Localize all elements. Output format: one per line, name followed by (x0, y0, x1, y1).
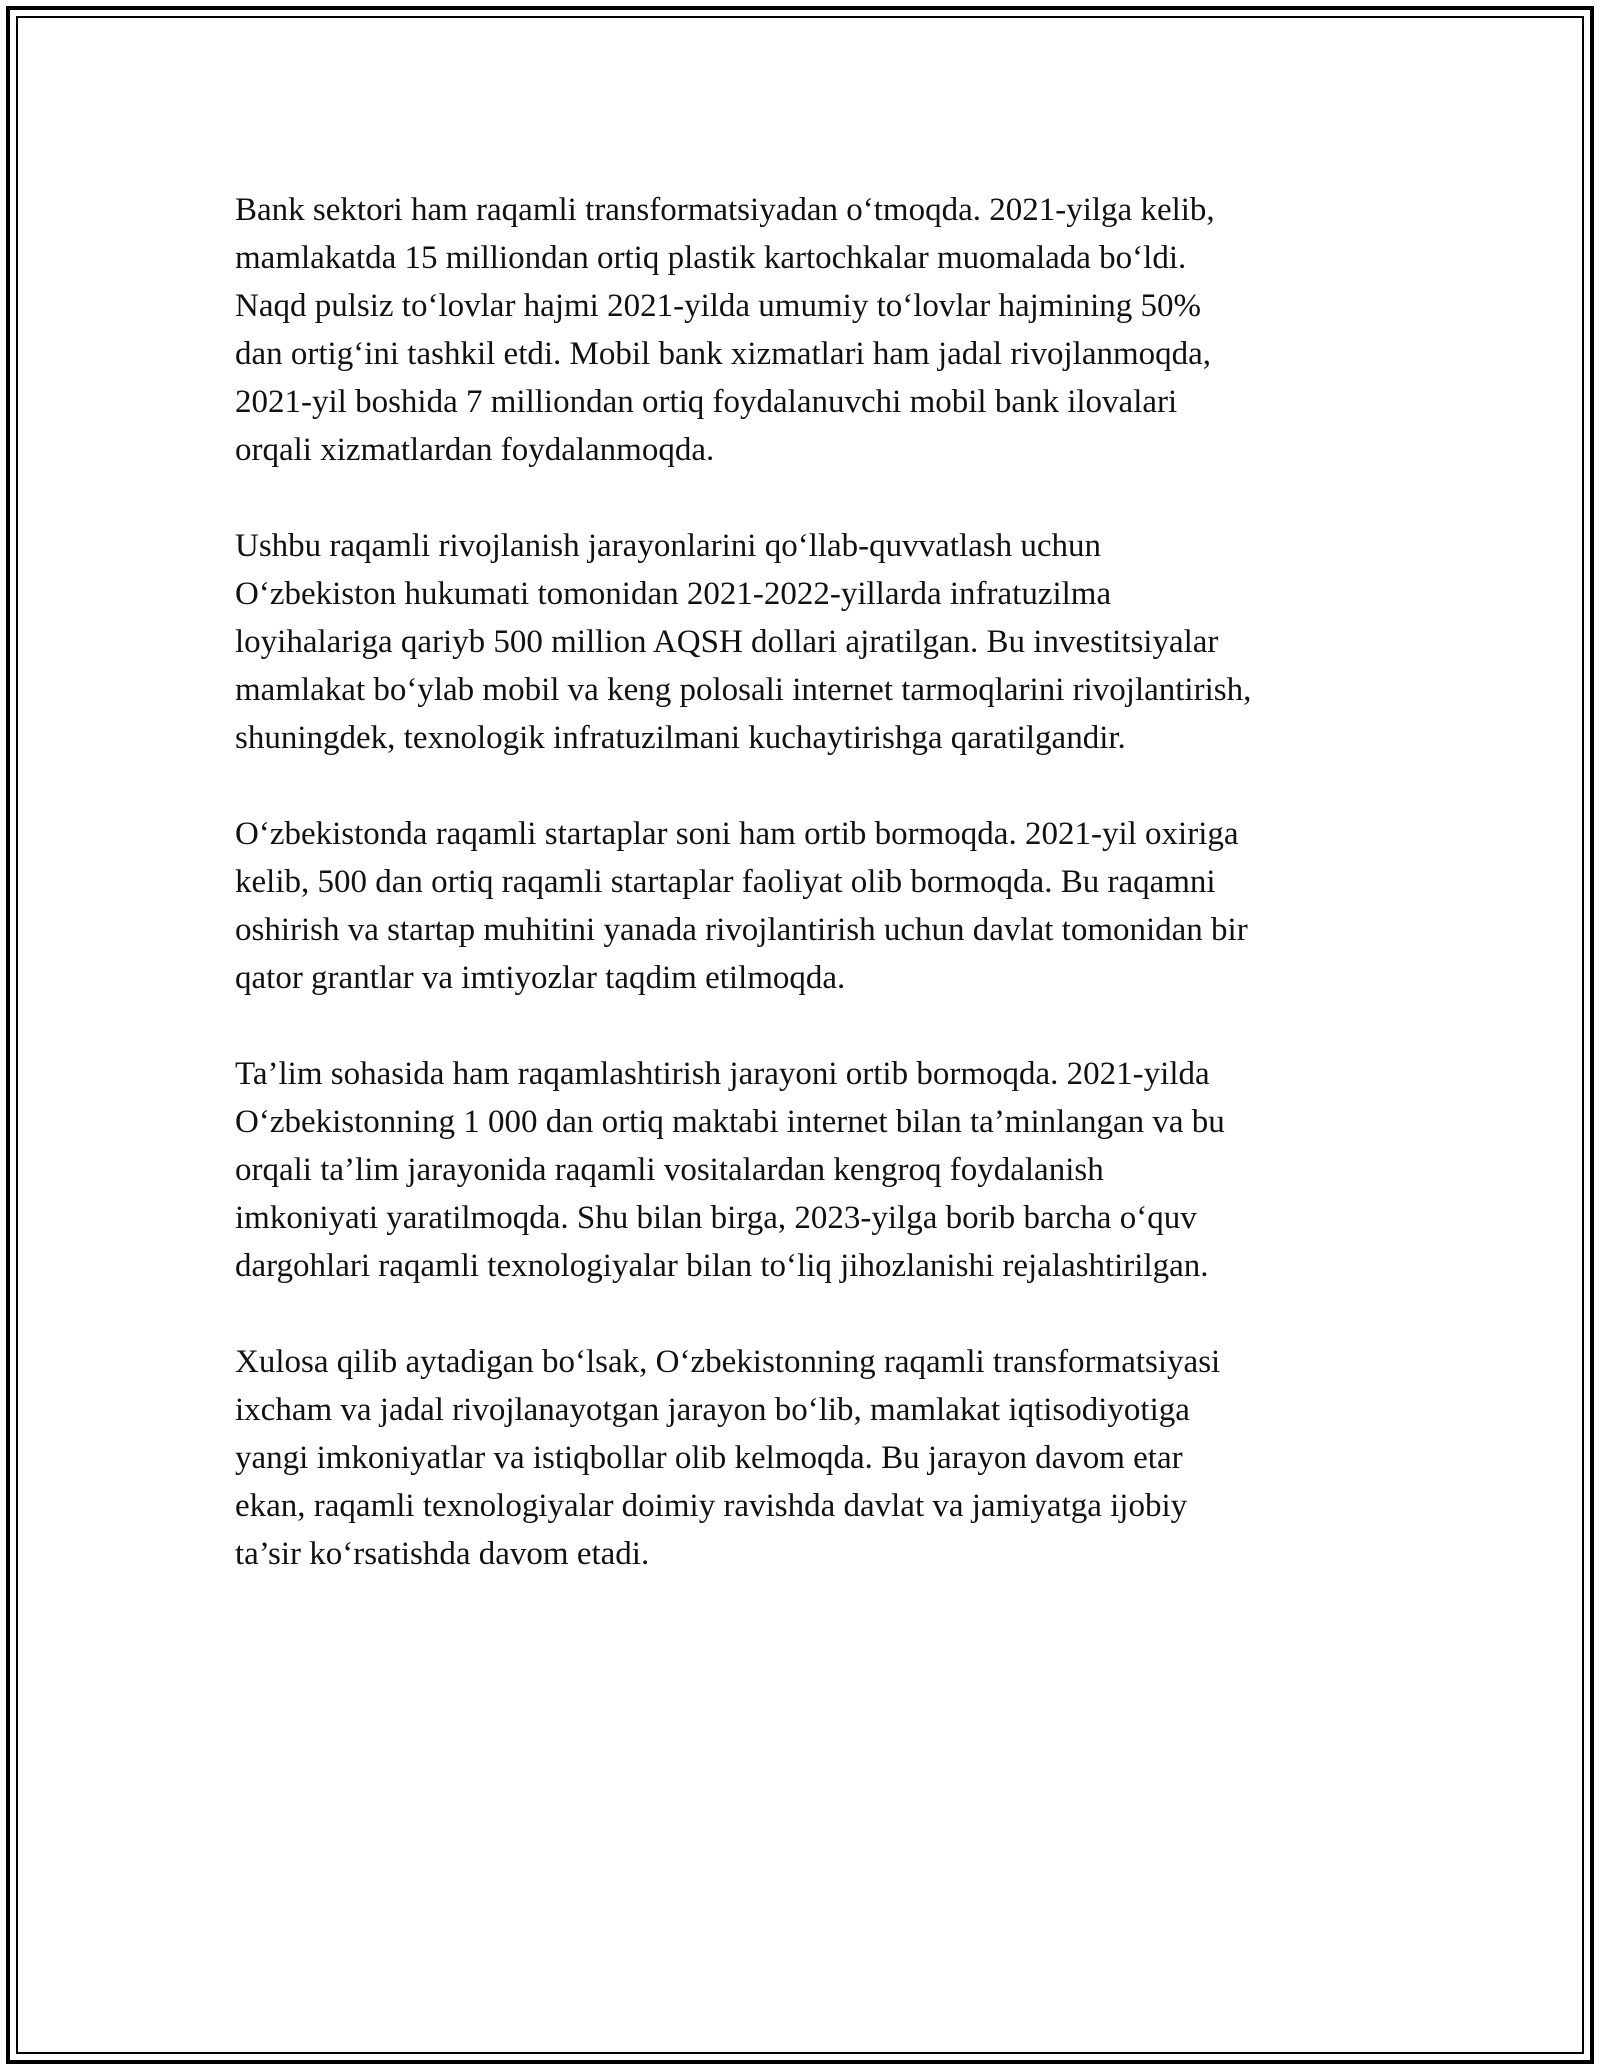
text-line: Oʻzbekiston hukumati tomonidan 2021-2022-yillarda infratuzilma (235, 576, 1112, 612)
text-line: mamlakatda 15 milliondan ortiq plastik kartochkalar muomalada boʻldi. (235, 240, 1187, 276)
text-line: mamlakat boʻylab mobil va keng polosali internet tarmoqlarini rivojlantirish, (235, 672, 1252, 708)
text-line: Naqd pulsiz toʻlovlar hajmi 2021-yilda umumiy toʻlovlar hajmining 50% (235, 288, 1202, 324)
text-line: ixcham va jadal rivojlanayotgan jarayon boʻlib, mamlakat iqtisodiyotiga (235, 1392, 1190, 1428)
text-line: shuningdek, texnologik infratuzilmani kuchaytirishga qaratilgandir. (235, 720, 1126, 756)
text-line: Oʻzbekistonda raqamli startaplar soni ham ortib bormoqda. 2021-yil oxiriga (235, 816, 1239, 852)
document-body (235, 186, 1415, 1626)
paragraph-education (235, 1050, 1415, 1290)
text-line: Xulosa qilib aytadigan boʻlsak, Oʻzbekistonning raqamli transformatsiyasi (235, 1344, 1221, 1380)
paragraph-banking (235, 186, 1415, 474)
text-line: ta’sir koʻrsatishda davom etadi. (235, 1536, 650, 1572)
paragraph-startups (235, 810, 1415, 1002)
text-line: kelib, 500 dan ortiq raqamli startaplar faoliyat olib bormoqda. Bu raqamni (235, 864, 1216, 900)
text-line: dan ortigʻini tashkil etdi. Mobil bank xizmatlari ham jadal rivojlanmoqda, (235, 336, 1212, 372)
text-line: imkoniyati yaratilmoqda. Shu bilan birga, 2023-yilga borib barcha oʻquv (235, 1200, 1197, 1236)
text-line: ekan, raqamli texnologiyalar doimiy ravishda davlat va jamiyatga ijobiy (235, 1488, 1188, 1524)
paragraph-conclusion (235, 1338, 1415, 1578)
text-line: oshirish va startap muhitini yanada rivojlantirish uchun davlat tomonidan bir (235, 912, 1248, 948)
text-line: 2021-yil boshida 7 milliondan ortiq foydalanuvchi mobil bank ilovalari (235, 384, 1178, 420)
text-line: yangi imkoniyatlar va istiqbollar olib kelmoqda. Bu jarayon davom etar (235, 1440, 1183, 1476)
text-line: orqali xizmatlardan foydalanmoqda. (235, 432, 715, 468)
text-line: qator grantlar va imtiyozlar taqdim etilmoqda. (235, 960, 846, 996)
text-line: Ta’lim sohasida ham raqamlashtirish jarayoni ortib bormoqda. 2021-yilda (235, 1056, 1210, 1092)
text-line: orqali ta’lim jarayonida raqamli vositalardan kengroq foydalanish (235, 1152, 1104, 1188)
paragraph-infrastructure (235, 522, 1415, 762)
text-line: Ushbu raqamli rivojlanish jarayonlarini qoʻllab-quvvatlash uchun (235, 528, 1102, 564)
text-line: Oʻzbekistonning 1 000 dan ortiq maktabi internet bilan ta’minlangan va bu (235, 1104, 1225, 1140)
text-line: dargohlari raqamli texnologiyalar bilan toʻliq jihozlanishi rejalashtirilgan. (235, 1248, 1209, 1284)
text-line: Bank sektori ham raqamli transformatsiyadan oʻtmoqda. 2021-yilga kelib, (235, 192, 1215, 228)
text-line: loyihalariga qariyb 500 million AQSH dollari ajratilgan. Bu investitsiyalar (235, 624, 1219, 660)
